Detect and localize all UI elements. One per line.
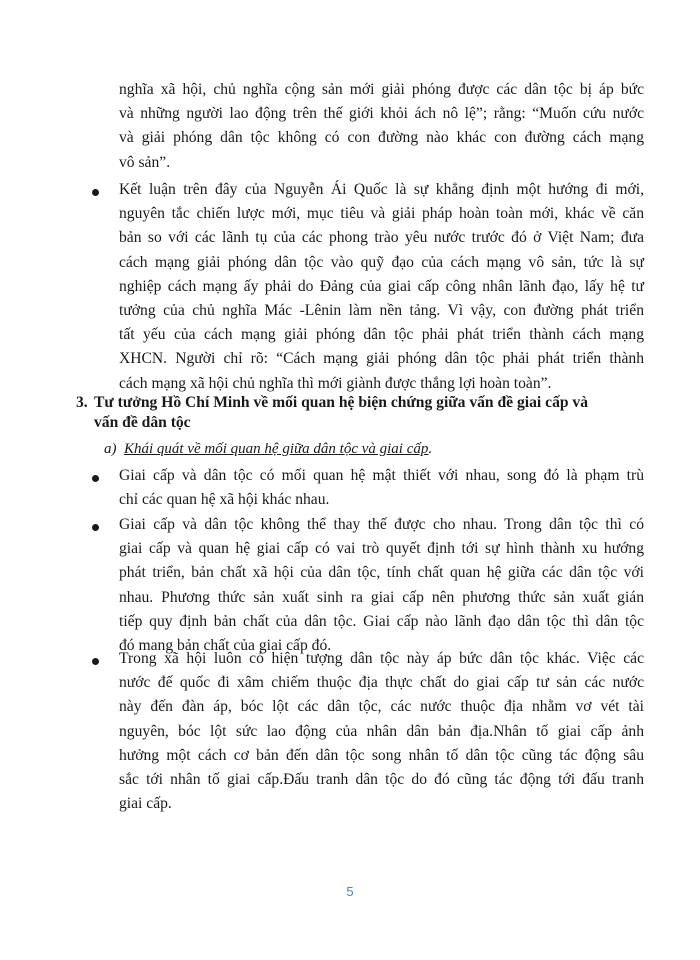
subsection-title: Khái quát về mối quan hệ giữa dân tộc và giai cấp: [124, 441, 429, 457]
subsection-title-end: .: [428, 441, 433, 457]
page-number: 5: [346, 884, 354, 899]
text-line: và những người lao động trên thế giới khỏi ách nô lệ”; rằng: “Muốn cứu nước: [119, 105, 644, 123]
subsection-heading: [104, 439, 432, 459]
text-line: nghĩa xã hội, chủ nghĩa cộng sản mới giải phóng được các dân tộc bị áp bức: [119, 81, 644, 98]
text-line: tất yếu của cách mạng giải phóng dân tộc phải phát triển thành cách mạng: [119, 326, 644, 344]
bullet-icon: [92, 524, 99, 531]
text-line: Giai cấp và dân tộc không thể thay thế được cho nhau. Trong dân tộc thì có: [119, 516, 644, 533]
text-line: đó mang bản chất của giai cấp đó.: [119, 637, 332, 655]
bullet-icon: [92, 475, 99, 482]
bullet-icon: [92, 189, 99, 196]
text-line: nhau. Phương thức sản xuất sinh ra giai cấp nên phương thức sản xuất gián: [119, 588, 644, 606]
text-line: XHCN. Người chỉ rõ: “Cách mạng giải phóng dân tộc phải phát triển thành: [119, 350, 644, 368]
text-line: nghiệp cách mạng ấy phải do Đảng của giai cấp công nhân lãnh đạo, lấy hệ tư: [119, 277, 644, 295]
bullet-icon: [92, 658, 99, 665]
text-line: giai cấp.: [119, 795, 172, 813]
section-title-line-2: vấn đề dân tộc: [94, 414, 191, 431]
text-line: cách mạng xã hội chủ nghĩa thì mới giành được thắng lợi hoàn toàn”.: [119, 374, 552, 392]
text-line: sắc tới nhân tố giai cấp.Đấu tranh dân tộc do đó cũng tác động tới đấu tranh: [119, 771, 644, 789]
text-line: nước đế quốc đi xâm chiếm thuộc địa thực chất do giai cấp tư sản các nước: [119, 674, 644, 692]
text-line: giai cấp và quan hệ giai cấp có vai trò quyết định tới sự hình thành xu hướng: [119, 540, 644, 558]
bullet-paragraph-oppression: [119, 647, 644, 816]
text-line: Giai cấp và dân tộc có mối quan hệ mật thiết với nhau, song đó là phạm trù: [119, 467, 644, 484]
text-line: này đến đàn áp, bóc lột các dân tộc, các nước thuộc địa nhằm vơ vét tài: [119, 698, 644, 716]
section-title-line-1: Tư tưởng Hồ Chí Minh về mối quan hệ biện chứng giữa vấn đề giai cấp và: [94, 394, 589, 411]
text-line: tưởng của chủ nghĩa Mác -Lênin làm nền tảng. Vì vậy, con đường phát triển: [119, 302, 644, 320]
bullet-paragraph-relationship: [119, 464, 644, 512]
bullet-paragraph-conclusion: [119, 178, 644, 396]
text-line: và giải phóng dân tộc không có con đường nào khác con đường cách mạng: [119, 129, 644, 147]
text-line: hưởng một cách cơ bản đến dân tộc song nhân tố dân tộc cũng tác động sâu: [119, 746, 644, 764]
text-line: Trong xã hội luôn có hiện tượng dân tộc này áp bức dân tộc khác. Việc các: [119, 650, 644, 667]
text-line: nguyên tắc chiến lược mới, mục tiêu và giải pháp hoàn toàn mới, khác về căn: [119, 205, 644, 223]
text-line: Kết luận trên đây của Nguyễn Ái Quốc là sự khẳng định một hướng đi mới,: [119, 181, 644, 198]
bullet-paragraph-irreplaceable: [119, 513, 644, 658]
text-line: chỉ các quan hệ xã hội khác nhau.: [119, 491, 330, 509]
subsection-marker: a): [104, 441, 117, 457]
section-heading: [76, 393, 646, 433]
continued-paragraph: [119, 78, 644, 175]
text-line: nguyên, bóc lột sức lao động của nhân dân bản địa.Nhân tố giai cấp ảnh: [119, 722, 644, 740]
text-line: bản so với các lãnh tụ của các phong trào yêu nước trước đó ở Việt Nam; đưa: [119, 229, 644, 247]
section-number: 3.: [76, 394, 88, 411]
text-line: vô sản”.: [119, 153, 171, 171]
text-line: phát triển, bản chất xã hội của dân tộc, tính chất quan hệ giữa các dân tộc với: [119, 564, 644, 582]
text-line: cách mạng giải phóng dân tộc vào quỹ đạo của cách mạng vô sản, tức là sự: [119, 253, 644, 271]
text-line: tiếp quy định bản chất của dân tộc. Giai cấp nào lãnh đạo dân tộc thì dân tộc: [119, 612, 644, 630]
